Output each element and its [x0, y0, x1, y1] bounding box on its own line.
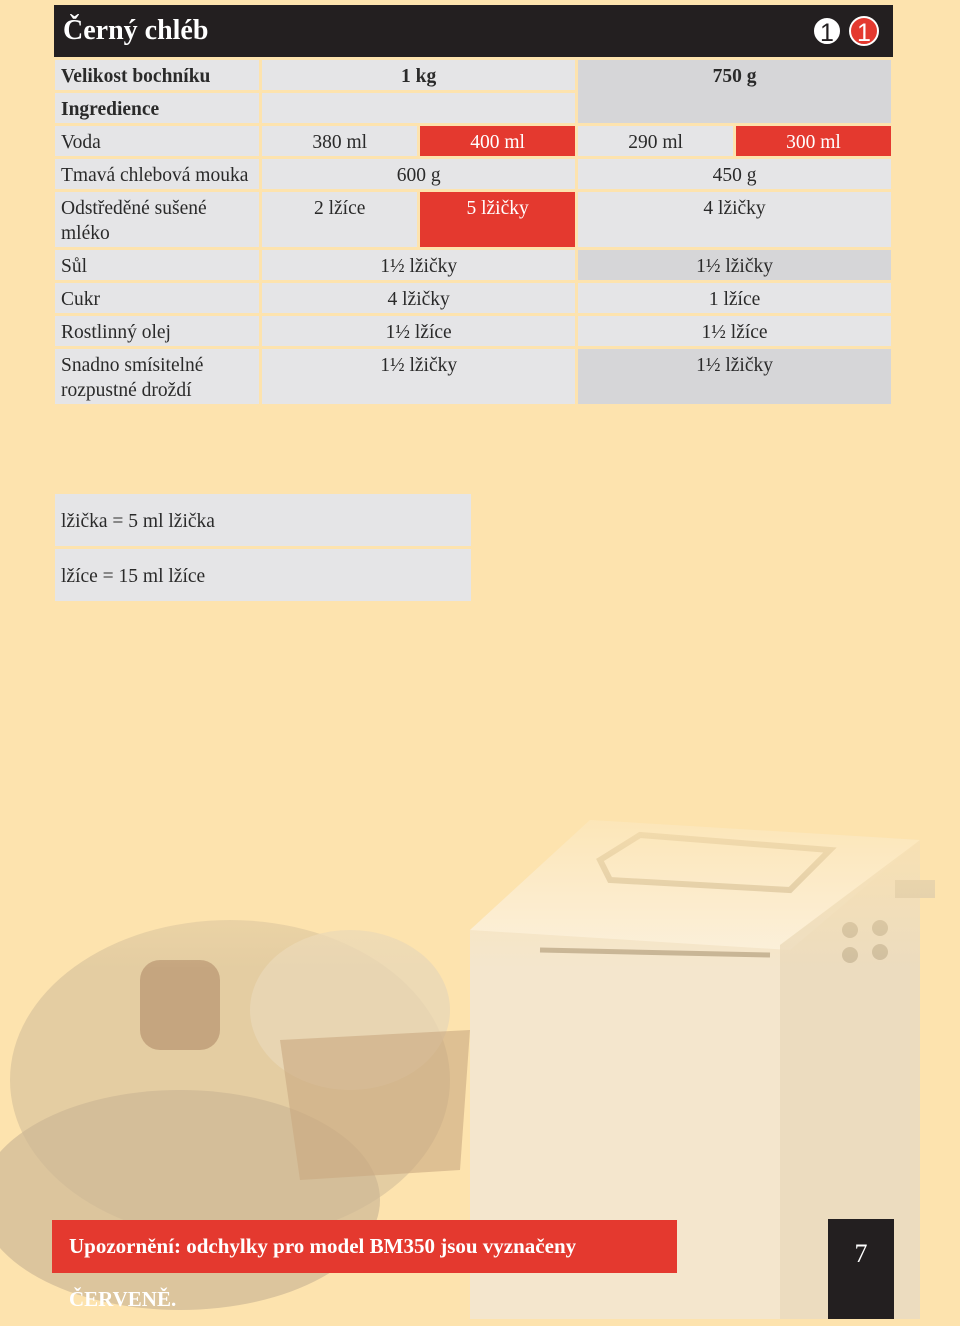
ingredient-name: Sůl — [55, 250, 259, 280]
ingredient-name: Rostlinný olej — [55, 316, 259, 346]
page-number: 7 — [828, 1219, 894, 1319]
size-1kg: 1 kg — [262, 60, 575, 90]
ingredient-name: Snadno smísitelné rozpustné droždí — [55, 349, 259, 404]
value-750g: 450 g — [578, 159, 891, 189]
recipe-badge-1: 1 — [812, 16, 842, 46]
table-row — [55, 494, 471, 546]
bm350-notice: Upozornění: odchylky pro model BM350 jsou vyznačeny ČERVENĚ. — [52, 1220, 677, 1273]
table-row — [55, 316, 891, 346]
table-row — [55, 192, 891, 247]
value-750g: 1 lžíce — [578, 283, 891, 313]
unit-teaspoon: lžička = 5 ml lžička — [55, 494, 471, 546]
value-750g: 4 lžičky — [578, 192, 891, 247]
title-bar — [54, 5, 893, 57]
recipe-badge-2: 1 — [849, 16, 879, 46]
unit-tablespoon: lžíce = 15 ml lžíce — [55, 549, 471, 601]
value-750g-bm350: 300 ml — [736, 126, 891, 156]
ingredient-name: Odstředěné sušené mléko — [55, 192, 259, 247]
value-1kg-bm350: 400 ml — [420, 126, 575, 156]
table-row — [55, 250, 891, 280]
table-row — [55, 126, 891, 156]
value-1kg-bm350: 5 lžičky — [420, 192, 575, 247]
value-1kg: 1½ lžíce — [262, 316, 575, 346]
table-row — [55, 549, 471, 601]
value-750g: 1½ lžičky — [578, 250, 891, 280]
ingredient-name: Tmavá chlebová mouka — [55, 159, 259, 189]
size-label: Velikost bochníku — [55, 60, 259, 90]
size-750g: 750 g — [578, 60, 891, 123]
value-750g: 1½ lžíce — [578, 316, 891, 346]
page-title: Černý chléb — [63, 15, 209, 46]
value-750g: 1½ lžičky — [578, 349, 891, 404]
table-row — [55, 283, 891, 313]
value-750g: 290 ml — [578, 126, 733, 156]
value-1kg: 1½ lžičky — [262, 349, 575, 404]
table-row — [55, 349, 891, 404]
value-1kg: 380 ml — [262, 126, 417, 156]
units-table — [52, 491, 474, 604]
value-1kg: 600 g — [262, 159, 575, 189]
table-row — [55, 159, 891, 189]
empty-cell — [262, 93, 575, 123]
ingredient-name: Cukr — [55, 283, 259, 313]
value-1kg: 4 lžičky — [262, 283, 575, 313]
table-row — [55, 60, 891, 90]
value-1kg: 2 lžíce — [262, 192, 417, 247]
recipe-table — [52, 57, 894, 407]
ingredients-label: Ingredience — [55, 93, 259, 123]
ingredient-name: Voda — [55, 126, 259, 156]
value-1kg: 1½ lžičky — [262, 250, 575, 280]
